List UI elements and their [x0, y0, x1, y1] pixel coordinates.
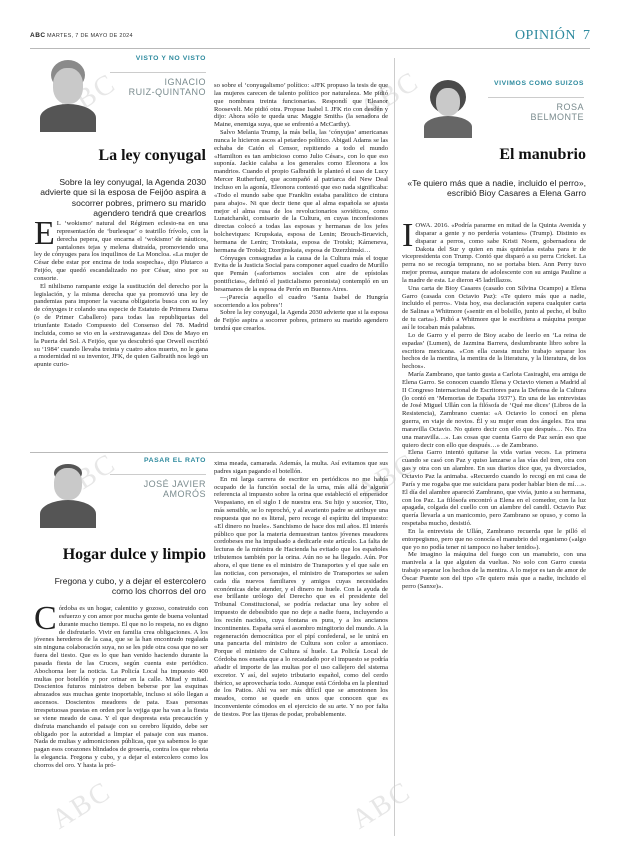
author-last-name: AMORÓS [162, 489, 206, 499]
article2-body-col2: xima meada, camarada. Además, la multa. Así evitamos que sus padres sigan pagando el botellón. En mi larga carrera de escritor en periódicos no me había ocupado de la función social de la urna, más allá de alguna referencia al impuesto sobre la orina que estableció el emperador Vespasiano, en el siglo I de nuestra era. Su hijo y sucesor, Tito, más sensible, se lo reprochó, y al avariento padre se atribuye una respuesta que no es literal, pero recoge el espíritu del impuesto: «El dinero no huele». Sanchismo de hace dos mil años. El interés público que por la materia demuestran tantos jóvenes meadores cordobeses me ha impulsado a dedicarle este artículo. La falta de lecturas de la ministra de Hacienda ha evitado que los españoles tributemos también por la orina. Aún no se ha llegado. Aún. Por ahora, el que tiene es el ministro de Transportes y el que sale en las noticias, con personajes, el ministro de Transportes se salen cada día nuevos familiares y amigos cuyas necesidades económicas debe atender, y el dinero no huele. Con la ayuda de ese brillante urólogo del Derecho que es el presidente del Tribunal Constitucional, se podría redactar una ley sobre el impuesto de debesíbido que no deje a nadie fuera, incluyendo a los recién nacidos, cuya fontana es pura, y a los ancianos incontinentes. España será el asombro mingitorio del mundo. A la regeneración democrática por el pipí confederal, se le unirá en una pancarta del ministro de Cultura son color a amoníaco. Porque el ministro de Cultura sí huele. La Policía Local de Córdoba nos enseña que a lo recaudado por el impuesto se podría añadir el importe de las multas por el uso callejero del sistema excretor. Y así, del sujeto tributario español, como del cerdo ibérico, se aprovecharía todo. Aunque está Córdoba en la plenitud de los Patios. Ahí va ser más difícil que se amontonen los meados, como se quede en unos que conocen que es inconveniente cómodos en el ejercicio de su arte. Y no por falta de tiestos. Por las tijeras de podar, probablemente. [214, 460, 388, 718]
article1-body-col2: so sobre el ‘conyugalismo’ político: «JFK propuso la tesis de que las mujeres carecen de talento político por naturaleza. Me pidió que nombrara treinta funcionarias. Respondí que Eleanor Roosevelt. Me pidió otra. Propuse Isabel I. JFK rio con desdén y dijo: Ahora sólo te queda una: Maggie Smith» (la senadora de Maine, enemiga suya, que se enfrentó a McCarthy). Salvo Melania Trump, la más bella, las ‘cónyujas’ americanas nunca le hicieron ascos al petardeo político. Abigail Adams se las echaba de Catón el Censor, repitiendo a todo el mundo «Hamilton es tan ambicioso como Julio César», con lo que eso suponía. Jackie calaba a los generales como Eleonora a los mandrios. Cuando el propio Galbraith le planteó el caso de Lucy Mercer Rutherfurd, que acompañó al patriarca del New Deal incluso en la agonía, Eleonora contestó que eso nada significaba: «Todo el mundo sabe que Franklin estaba paralítico de cintura para abajo». Ni que decir tiene que al alma española se ajusta mejor el alma rusa de los revolucionarios soviéticos, como Lunatcharski, comisario de la Cultura, en cuyas inconfesiones directas colocó a todas las esposas y hermanas de los jefes bolcheviques: Krupskaia, esposa de Lenin; Brouch-Bruevich, hermana de Lenin; Trotskaia, esposa de Trotski; Kámeneva, hermana de Trotski; Dzerjinskaia, esposa de Dzerzhinski… Cónyuges consagradas a la causa de la Cultura más el toque Evita de la Justicia Social para componer aquel cuadro de Murillo que Pemán («aforismos sociales con aire de epístolas pontificias», definió el justicialismo peronista) contempló en un besamanos de la esposa de Perón en Buenos Aires. —¡Parecía aquello el cuadro ‘Santa Isabel de Hungría socorriendo a los pobres’! Sobre la ley conyugal, la Agenda 2030 advierte que si la esposa de Feijóo aspira a socorrer pobres, primero su marido agendero tendrá que crearlos. [214, 82, 388, 333]
headline-el-manubrio: El manubrio [499, 146, 586, 163]
author-portrait-amoros [38, 462, 98, 528]
issue-date: MARTES, 7 DE MAYO DE 2024 [47, 32, 133, 39]
column-kicker: VIVIMOS COMO SUIZOS [494, 80, 584, 87]
watermark: ABC [346, 775, 417, 836]
article1-body-col1: E L ‘wokismo’ natural del Régimen eclesio-na en una representación de ‘burlesque’ o teatrillo frívolo, con la derecha pepera, que encarna el ‘wokismo’ de náuticos, pantalones tejas y melena distraída, promoviendo una ley de cónyuges para los inquilinos de La Moncloa. «La mujer de César debe estar por encima de toda sospecha», dijo Plutarco a Feijóo, que quedó escandalizado no por César, sino por su consorte. El nihilismo rampante exige la sustitución del derecho por la legislación, y la misma derecha que ya promovió una ley de pandemias para imponer la vacuna obligatoria busca con su ley de cónyuges ir colando una especie de Estatuto de Primera Dama (o de Primer Caballero) para todas las republiquetas del triunfante Estado Compuesto del Consenso del 78. Madrid incluida, como se vio en la «extravaganza» del Dos de Mayo en la Puerta del Sol. A Feijóo, que ya descubrió que Orwell escribió su ‘1984’ cuando llevaba treinta y cuatro años muerto, no le gana a modernidad ni su inventor, JFK, de quien Galbraith nos legó un apunte curio- [34, 220, 208, 369]
author-first-name: ROSA [556, 102, 584, 112]
article-divider [30, 452, 388, 453]
column-kicker: PASAR EL RATO [143, 457, 206, 464]
drop-cap: I [402, 222, 414, 254]
article2-body-col1: Córdoba es un hogar, calentito y gozoso, construido con esfuerzo y con amor por mucha gente de buena voluntad durante mucho tiempo. El que no lo respeta, no es digno de disfrutarlo. Vivir en familia crea obligaciones. A los jóvenes herederos de la casa, que se la han encontrado regalada sin ninguna colaboración suya, no se les pide otra cosa que no ser fuera del tiesto. Que es lo que han venido haciendo durante la pasada fiesta de las Cruces, según cuenta este periódico. Abochorna leer la noticia. La Policía Local ha impuesto 400 multas por botellón y por orinar en la calle. Mitad y mitad. Doscientos futuros ministros deben beberse por las esquinas abrazados sus muchas gente inoportable, incluso si sólo llegan a ascensos. Doscientos meadores de pata. Esas personas irrespetuosas puestas en orden por la vejiga que ha van a la fiesta se viene meado de casa. Y el que despresta esta precaución y disfruta manchando el paisaje con su cerebro líquido, debe ser obligado por la autoridad a limpiar el paisaje con sus manos. Nada de multas y admoniciones públicas, que ya sabemos lo que pagan esos corazones blindados de grosería, contra los que rebota la elegancia. Fregona y cubo, y a dejar el estercolero como los chorros del oro. Y hasta la pró- [34, 605, 208, 769]
deck-el-manubrio: «Te quiero más que a nadie, incluido el perro», escribió Bioy Casares a Elena Garro [407, 178, 586, 199]
watermark: ABC [351, 447, 422, 508]
masthead-rule [30, 48, 590, 49]
deck-hogar-dulce: Fregona y cubo, y a dejar el estercolero como los chorros del oro [54, 576, 206, 597]
drop-cap: E [34, 220, 55, 252]
brand-logo: ABC [30, 32, 46, 39]
author-portrait-belmonte [418, 78, 478, 138]
column-kicker: VISTO Y NO VISTO [135, 55, 206, 62]
author-last-name: BELMONTE [530, 112, 584, 122]
headline-la-ley-conyugal: La ley conyugal [98, 147, 206, 164]
author-last-name: RUIZ-QUINTANO [128, 87, 206, 97]
author-first-name: JOSÉ JAVIER [143, 479, 206, 489]
headline-hogar-dulce: Hogar dulce y limpio [62, 546, 206, 563]
watermark: ABC [51, 447, 122, 508]
author-first-name: IGNACIO [164, 77, 206, 87]
section-title: OPINIÓN [514, 28, 576, 43]
watermark: ABC [354, 65, 425, 126]
page-number: 7 [583, 28, 590, 43]
watermark: ABC [46, 775, 117, 836]
author-portrait-ruiz-quintano [38, 58, 98, 132]
article3-body: IOWA. 2016. «Podría pararme en mitad de la Quinta Avenida y disparar a gente y no perdería votantes» (Trump). Distinto es disparar a perros, como sabe Kristi Noem, gobernadora de Dakota del Sur y quien en más quinielas estaba para ir de vicepresidenta con Trump. Contó que disparó a su perra Cricket. La perra no se recogía temprano, no se portaba bien. Ann Perry tuvo mejor prensa, aunque matara de adolescente con su amiga Pauline a la madre de esta. Le dieron 45 ladrillazos. Una carta de Bioy Casares (casado con Silvina Ocampo) a Elena Garro (casada con Octavio Paz): «Te quiero más que a nadie, incluido el perro». Vista hoy, esa declaración supera cualquier carta de Salinas a Whitmore («sentir en el bolsillo, junto al pecho, el bulto de tu carta»). Pidió a Whitmore que le escribiera a máquina porque así le tocaban más palabras. Lo de Garro y el perro de Bioy acabo de leerlo en ‘La reina de espadas’ (Lumen), de Jazmina Barrera, deslumbrante libro sobre la escritora mexicana. «Con ella cuesta mucho trabajo separar los hechos de la mentira, la mentira de la literatura, y la literatura, de los hechos». María Zambrano, que tanto gusta a Carlota Casiraghi, era amiga de Elena Garro. Se conocen cuando Elena y Octavio vienen a Madrid al II Congreso Internacional de Escritores para la Defensa de la Cultura (lo contó en ‘Memorias de España 1937’). En una de las entrevistas de José Miguel Ullán con la filósofa de ‘Qué me dices’ (Libros de la Resistencia), Zambrano cuenta: «A Octavio lo conocí en plena guerra, en viaje de novios. Él y su mujer eran dos ángeles. Era una maravilla Octavio. No quiero decir con ello que después… No. Era una maravilla…». Las cosas que cuenta Garro de Paz serán eso que quiero decir con ello que después…» de Zambrano. Elena Garro intentó quitarse la vida varias veces. La primera cuando se casó con Paz y quiso lanzarse a las vías del tren, otra con gas y otra con un alambre. En sus diarios dice que, ya divorciados, Octavio Paz la animaba. «Recuerdo cuando lo recogí en mi casa de París y me rogaba que me suicidara para poder hablar bien de mí…». El día del alambre apareció Zambrano, que vivía, junto a su hermana, con los Paz. La filósofa encontró a Elena en el comedor, con la luz apagada, colgada del cuello con un alambre del candil. Octavio Paz quería llevarla a un manicomio, pero Zambrano se opuso, y como la respetaba mucho, desistió. En la entrevista de Ullán, Zambrano recuerda que le pilló el entorpegismo, pero que no conocía el manubrio del organismo («algo que yo no podía tener ni tampoco no haber tenido»). Me imagino la máquina del fuego con un manubrio, con una manivela a la que alguien da vueltas. No solo con Garro cuesta trabajo separar los hechos de la mentira. A lo mejor es tan de amor de Óscar Puente son del tipo «Te quiero más que a nadie, incluido el perro (Sanxe)». [402, 222, 586, 590]
column-divider [394, 58, 395, 836]
drop-cap: C [34, 605, 57, 637]
masthead [30, 28, 590, 45]
watermark: ABC [51, 67, 122, 128]
deck-la-ley-conyugal: Sobre la ley conyugal, la Agenda 2030 advierte que si la esposa de Feijóo aspira a socorrer pobres, primero su marido agendero tendrá que crearlos [40, 177, 206, 219]
